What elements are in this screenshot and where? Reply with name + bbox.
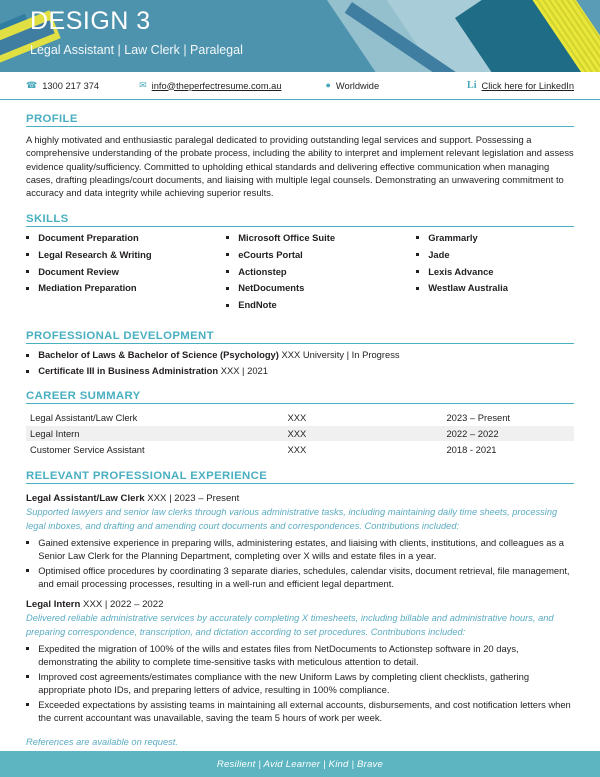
contact-linkedin[interactable]	[467, 81, 574, 91]
career-dates: 2023 – Present	[446, 412, 511, 424]
skills-column-1	[26, 233, 226, 318]
list-item	[26, 536, 574, 562]
list-item	[26, 564, 574, 590]
career-role: Legal Intern	[30, 428, 80, 440]
experience-entry	[26, 493, 574, 590]
bullet-square-icon	[226, 304, 229, 307]
phone-icon: ☎	[26, 80, 38, 90]
skill-item	[226, 233, 416, 242]
skill-label: Westlaw Australia	[428, 282, 508, 294]
skill-label: Microsoft Office Suite	[238, 231, 336, 243]
profile-text: A highly motivated and enthusiastic paralegal dedicated to providing outstanding legal services and support. Possessing a comprehensive understanding of the probate process, including the ability to interpret and implement relevant legislation and assess evidence quality/sufficiency. Committed to upholding ethical standards and delivering effective communication when managing cases, drafting pleadings/court documents, and liaising with multiple legal counsels. Demonstrating an unwavering commitment to accuracy and data integrity while achieving superior results.	[26, 134, 574, 199]
contact-phone-value: 1300 217 374	[42, 80, 100, 91]
skill-label: Legal Research & Writing	[38, 248, 152, 260]
skill-item	[226, 300, 416, 309]
job-meta: XXX | 2023 – Present	[144, 493, 240, 505]
bullet-square-icon	[226, 236, 229, 239]
list-item	[26, 642, 574, 668]
career-company: XXX	[287, 412, 307, 424]
pd-detail: XXX | 2021	[218, 365, 268, 377]
skill-item	[26, 233, 226, 242]
footer-tagline: Resilient | Avid Learner | Kind | Brave	[216, 758, 384, 770]
bullet-square-icon	[416, 270, 419, 273]
page-subtitle: Legal Assistant | Law Clerk | Paralegal	[30, 42, 243, 57]
skill-label: EndNote	[238, 299, 277, 311]
bullet-square-icon	[26, 287, 29, 290]
skill-item	[226, 250, 416, 259]
contact-phone	[26, 81, 99, 91]
bullet-text: Improved cost agreements/estimates compliance with the new Uniform Laws by completing client checklists, gathering appropriate photo IDs, and preparing letters of advice, resulting in 100% compliance.	[38, 671, 530, 696]
pd-detail: XXX University | In Progress	[278, 349, 400, 361]
bullet-square-icon	[26, 270, 29, 273]
bullet-text: Optimised office procedures by coordinating 3 separate diaries, schedules, calendar visits, document retrieval, file management, and email processing processes, resulting in a well-run and efficient legal department.	[38, 564, 570, 590]
job-bullets	[26, 642, 574, 724]
bullet-text: Exceeded expectations by assisting teams in maintaining all external accounts, disbursements, and cost notification letters when the current accountant was unavailable, saving the team 5 hours of work per week.	[38, 698, 571, 723]
job-role: Legal Assistant/Law Clerk	[26, 493, 145, 505]
header-banner	[0, 0, 600, 72]
job-role: Legal Intern	[26, 599, 81, 611]
skill-item	[416, 250, 574, 259]
professional-development-list	[26, 350, 574, 377]
bullet-square-icon	[26, 370, 29, 373]
job-description: Delivered reliable administrative services by accurately completing X timesheets, including billable and administrative hours, and preparing correspondence, transcription, and dictation according to set procedures. Contributions included:	[26, 613, 554, 637]
section-heading-profile: PROFILE	[26, 113, 574, 127]
footer-bar	[0, 751, 600, 777]
bullet-square-icon	[26, 703, 29, 706]
skill-item	[226, 267, 416, 276]
page-title: DESIGN 3	[30, 7, 151, 35]
skills-grid	[26, 233, 574, 318]
table-row	[26, 426, 574, 442]
job-description: Supported lawyers and senior law clerks through various administrative tasks, including maintaining daily time sheets, processing legal inboxes, and drafting and amending court documents and correspondences. Contributions included:	[26, 507, 558, 531]
career-company: XXX	[287, 443, 307, 455]
job-meta: XXX | 2022 – 2022	[80, 599, 164, 611]
skill-item	[26, 250, 226, 259]
bullet-square-icon	[416, 236, 419, 239]
linkedin-icon: Li	[467, 79, 477, 91]
career-role: Customer Service Assistant	[30, 443, 145, 455]
bullet-square-icon	[226, 287, 229, 290]
skill-label: Grammarly	[428, 231, 478, 243]
bullet-square-icon	[26, 541, 29, 544]
references-note: References are available on request.	[26, 737, 178, 748]
skill-item	[26, 267, 226, 276]
bullet-square-icon	[226, 253, 229, 256]
section-heading-career-summary: CAREER SUMMARY	[26, 390, 574, 404]
map-pin-icon: ●	[325, 80, 331, 90]
contact-location-value: Worldwide	[335, 80, 380, 91]
bullet-text: Expedited the migration of 100% of the wills and estates files from NetDocuments to Actionstep software in 20 days, demonstrating the ability to complete time-sensitive tasks with meticulous attention to detail.	[38, 643, 519, 668]
contact-linkedin-link[interactable]: Click here for LinkedIn	[481, 80, 574, 91]
career-role: Legal Assistant/Law Clerk	[30, 412, 138, 424]
skills-column-2	[226, 233, 416, 318]
job-title	[26, 493, 574, 504]
career-dates: 2018 - 2021	[446, 443, 497, 455]
skill-label: Jade	[428, 248, 450, 260]
table-row	[26, 441, 574, 457]
bullet-square-icon	[26, 569, 29, 572]
pd-degree: Bachelor of Laws & Bachelor of Science (Psychology)	[38, 349, 279, 361]
skill-item	[226, 283, 416, 292]
bullet-square-icon	[26, 253, 29, 256]
contact-bar	[0, 72, 600, 100]
list-item	[26, 698, 574, 724]
job-title	[26, 599, 574, 610]
pd-degree: Certificate III in Business Administration	[38, 365, 219, 377]
section-heading-professional-development: PROFESSIONAL DEVELOPMENT	[26, 330, 574, 344]
career-summary-table	[26, 410, 574, 457]
bullet-square-icon	[26, 354, 29, 357]
skill-label: Document Preparation	[38, 231, 139, 243]
resume-body	[0, 113, 600, 747]
skill-label: eCourts Portal	[238, 248, 303, 260]
skill-label: Actionstep	[238, 265, 287, 277]
table-row	[26, 410, 574, 426]
career-dates: 2022 – 2022	[446, 428, 499, 440]
bullet-square-icon	[416, 253, 419, 256]
contact-email-value[interactable]: info@theperfectresume.com.au	[151, 80, 282, 91]
skill-label: Lexis Advance	[428, 265, 494, 277]
envelope-icon: ✉	[139, 80, 147, 90]
skill-item	[26, 283, 226, 292]
contact-location	[325, 81, 379, 91]
bullet-square-icon	[26, 675, 29, 678]
bullet-square-icon	[416, 287, 419, 290]
section-heading-experience: RELEVANT PROFESSIONAL EXPERIENCE	[26, 470, 574, 484]
skills-column-3	[416, 233, 574, 318]
bullet-square-icon	[26, 647, 29, 650]
career-company: XXX	[287, 428, 307, 440]
skill-item	[416, 267, 574, 276]
bullet-square-icon	[26, 236, 29, 239]
contact-email[interactable]	[139, 81, 281, 91]
professional-development-item	[26, 366, 574, 377]
skill-label: NetDocuments	[238, 282, 305, 294]
skill-item	[416, 233, 574, 242]
professional-development-item	[26, 350, 574, 361]
job-bullets	[26, 536, 574, 590]
bullet-square-icon	[226, 270, 229, 273]
list-item	[26, 670, 574, 696]
skill-item	[416, 283, 574, 292]
header-text-block	[30, 8, 243, 57]
bullet-text: Gained extensive experience in preparing wills, administering estates, and liaising with clients, institutions, and colleagues as a Senior Law Clerk for the Planning Department, completing over X wills and estate files in a year.	[38, 537, 564, 562]
skill-label: Document Review	[38, 265, 119, 277]
experience-entry	[26, 599, 574, 724]
section-heading-skills: SKILLS	[26, 213, 574, 227]
skill-label: Mediation Preparation	[38, 282, 137, 294]
